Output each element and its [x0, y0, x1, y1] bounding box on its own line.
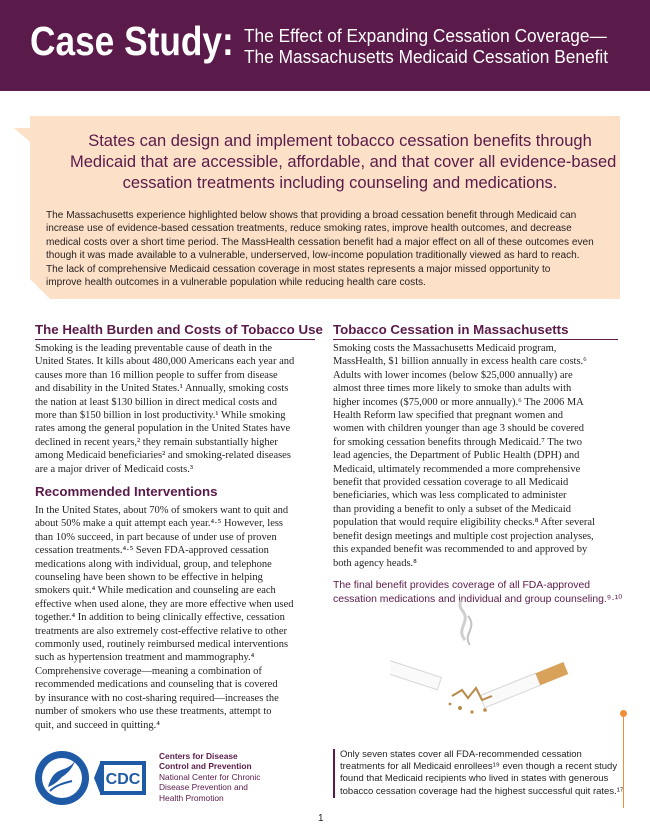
intro-line: medical costs over a short time period. The MassHealth cessation benefit had a major effect on all of these outcomes even: [46, 236, 594, 248]
highlight-line: cessation medications and individual and group counseling.⁹·¹⁰: [333, 593, 623, 605]
text-line: commonly used, routinely reimbursed medical interventions: [35, 639, 289, 651]
page-number: 1: [318, 813, 324, 824]
cdc-logo-text: CDC: [105, 771, 141, 788]
text-line: higher incomes ($75,000 or more annually).⁶ The 2006 MA: [333, 396, 584, 408]
header-banner: [0, 0, 650, 91]
center-line: National Center for Chronic: [159, 771, 261, 782]
interventions-paragraph: [35, 504, 320, 732]
text-line: Health Reform law specified that pregnant women and: [333, 410, 564, 422]
text-line: such as hypertension treatment and mammography.⁴: [35, 652, 255, 664]
page-title: Case Study:: [30, 18, 234, 64]
text-line: among Medicaid beneficiaries² and smoking-related diseases: [35, 450, 291, 462]
lead-line: Medicaid that are accessible, affordable, and that cover all evidence-based: [70, 153, 617, 171]
broken-cigarette-illustration: [390, 600, 580, 740]
text-line: smokers quit.⁴ While medication and counseling are each: [35, 585, 276, 597]
text-line: Comprehensive coverage—meaning a combination of: [35, 665, 262, 677]
text-line: than providing a benefit to only a subset of the Medicaid: [333, 503, 571, 515]
text-line: benefit design meetings and multiple cost projection analyses,: [333, 530, 594, 542]
text-line: counseling have been shown to be effective in helping: [35, 572, 263, 584]
heading-health-burden: The Health Burden and Costs of Tobacco Use: [35, 322, 323, 337]
callout-tab: [14, 116, 54, 156]
text-line: number of smokers who use these treatments, attempt to: [35, 706, 272, 718]
text-line: quit, and succeed in quitting.⁴: [35, 719, 160, 731]
text-line: medications along with individual, group, and telephone: [35, 558, 272, 570]
subtitle-line-2: The Massachusetts Medicaid Cessation Benefit: [244, 47, 609, 67]
note-line: treatments for all Medicaid enrollees¹⁹ even though a recent study: [340, 761, 618, 773]
heading-rule: [35, 339, 315, 340]
text-line: rates among the general population in the United States have: [35, 423, 291, 435]
text-line: treatments are also extremely cost-effective relative to other: [35, 625, 287, 637]
text-line: than 10% succeed, in part because of under use of proven: [35, 531, 277, 543]
text-line: United States. It kills about 480,000 Americans each year and: [35, 356, 295, 368]
text-line: the nation at least $130 billion in direct medical costs and: [35, 396, 278, 408]
intro-line: though it was made available to a vulnerable, underserved, low-income population traditionally viewed as hard to reach.: [46, 250, 580, 262]
text-line: Smoking is the leading preventable cause of death in the: [35, 343, 273, 354]
org-name-line: Control and Prevention: [159, 761, 252, 772]
text-line: Medicaid, ultimately recommended a more comprehensive: [333, 463, 581, 475]
coverage-note: [333, 749, 630, 798]
lead-statement: [70, 131, 617, 194]
text-line: In the United States, about 70% of smokers want to quit and: [35, 505, 289, 516]
text-line: effective when used alone, they are more effective when used: [35, 598, 294, 610]
note-line: tobacco cessation coverage had the highest successful quit rates.¹⁷: [340, 785, 624, 797]
lead-line: States can design and implement tobacco cessation benefits through: [88, 132, 592, 150]
text-line: beneficiaries, which was less complicated to administer: [333, 490, 567, 502]
heading-rule: [333, 339, 618, 340]
heading-tobacco-cessation-ma: Tobacco Cessation in Massachusetts: [333, 322, 569, 337]
heading-recommended-interventions: Recommended Interventions: [35, 484, 218, 499]
text-line: about 50% make a quit attempt each year.⁴·⁵ However, less: [35, 518, 284, 530]
text-line: by insurance with no cost-sharing required—increases the: [35, 692, 279, 704]
center-line: Health Promotion: [159, 792, 224, 803]
text-line: MassHealth, $1 billion annually in excess health care costs.⁶: [333, 356, 587, 368]
org-name-line: Centers for Disease: [159, 751, 238, 761]
text-line: are a major driver of Medicaid costs.³: [35, 463, 193, 475]
intro-line: The Massachusetts experience highlighted below shows that providing a broad cessation benefit through Medicaid can: [46, 210, 577, 221]
text-line: declined in recent years,² they remain substantially higher: [35, 436, 278, 448]
center-line: Disease Prevention and: [159, 782, 248, 793]
intro-paragraph: [46, 209, 611, 289]
text-line: almost three times more likely to smoke than adults with: [333, 383, 572, 395]
text-line: population that would require eligibility checks.⁸ After several: [333, 517, 596, 529]
text-line: cessation treatments.⁴·⁵ Seven FDA-approved cessation: [35, 545, 269, 557]
text-line: Adults with lower incomes (below $25,000 annually) are: [333, 369, 573, 381]
intro-line: improve health outcomes in a vulnerable population while reducing health care costs.: [46, 277, 426, 289]
text-line: for smoking cessation benefits through Medicaid.⁷ The two: [333, 436, 583, 448]
subtitle-line-1: The Effect of Expanding Cessation Coverage—: [244, 26, 607, 46]
massachusetts-paragraph: [333, 342, 623, 570]
intro-line: The lack of comprehensive Medicaid cessation coverage in most states represents a major missed opportunity to: [46, 263, 551, 275]
text-line: Smoking costs the Massachusetts Medicaid program,: [333, 343, 557, 354]
text-line: lead agencies, the Department of Public Health (DPH) and: [333, 450, 580, 462]
text-line: women with children younger than age 3 should be covered: [333, 423, 585, 435]
note-line: Only seven states cover all FDA-recommended cessation: [340, 749, 582, 760]
text-line: this expanded benefit was recommended to and approved by: [333, 544, 588, 556]
text-line: recommended medications and counseling that is covered: [35, 679, 278, 691]
text-line: benefit that provided cessation coverage to all Medicaid: [333, 477, 569, 489]
text-line: causes more than 16 million people to suffer from disease: [35, 369, 278, 381]
intro-line: increase use of evidence-based cessation treatments, reduce smoking rates, improve health outcomes, and decrease: [46, 223, 572, 235]
highlight-line: The final benefit provides coverage of all FDA-approved: [333, 580, 591, 591]
cdc-org-text: [159, 751, 260, 803]
note-line: found that Medicaid recipients who lived in states with generous: [340, 773, 609, 785]
text-line: and disability in the United States.¹ Annually, smoking costs: [35, 383, 289, 395]
text-line: together.⁴ In addition to being clinically effective, cessation: [35, 612, 285, 624]
text-line: more than $150 billion in lost productivity.¹ While smoking: [35, 410, 286, 422]
health-burden-paragraph: [35, 342, 320, 476]
lead-line: cessation treatments including counseling and medications.: [122, 174, 558, 192]
text-line: both agency heads.⁸: [333, 557, 417, 569]
